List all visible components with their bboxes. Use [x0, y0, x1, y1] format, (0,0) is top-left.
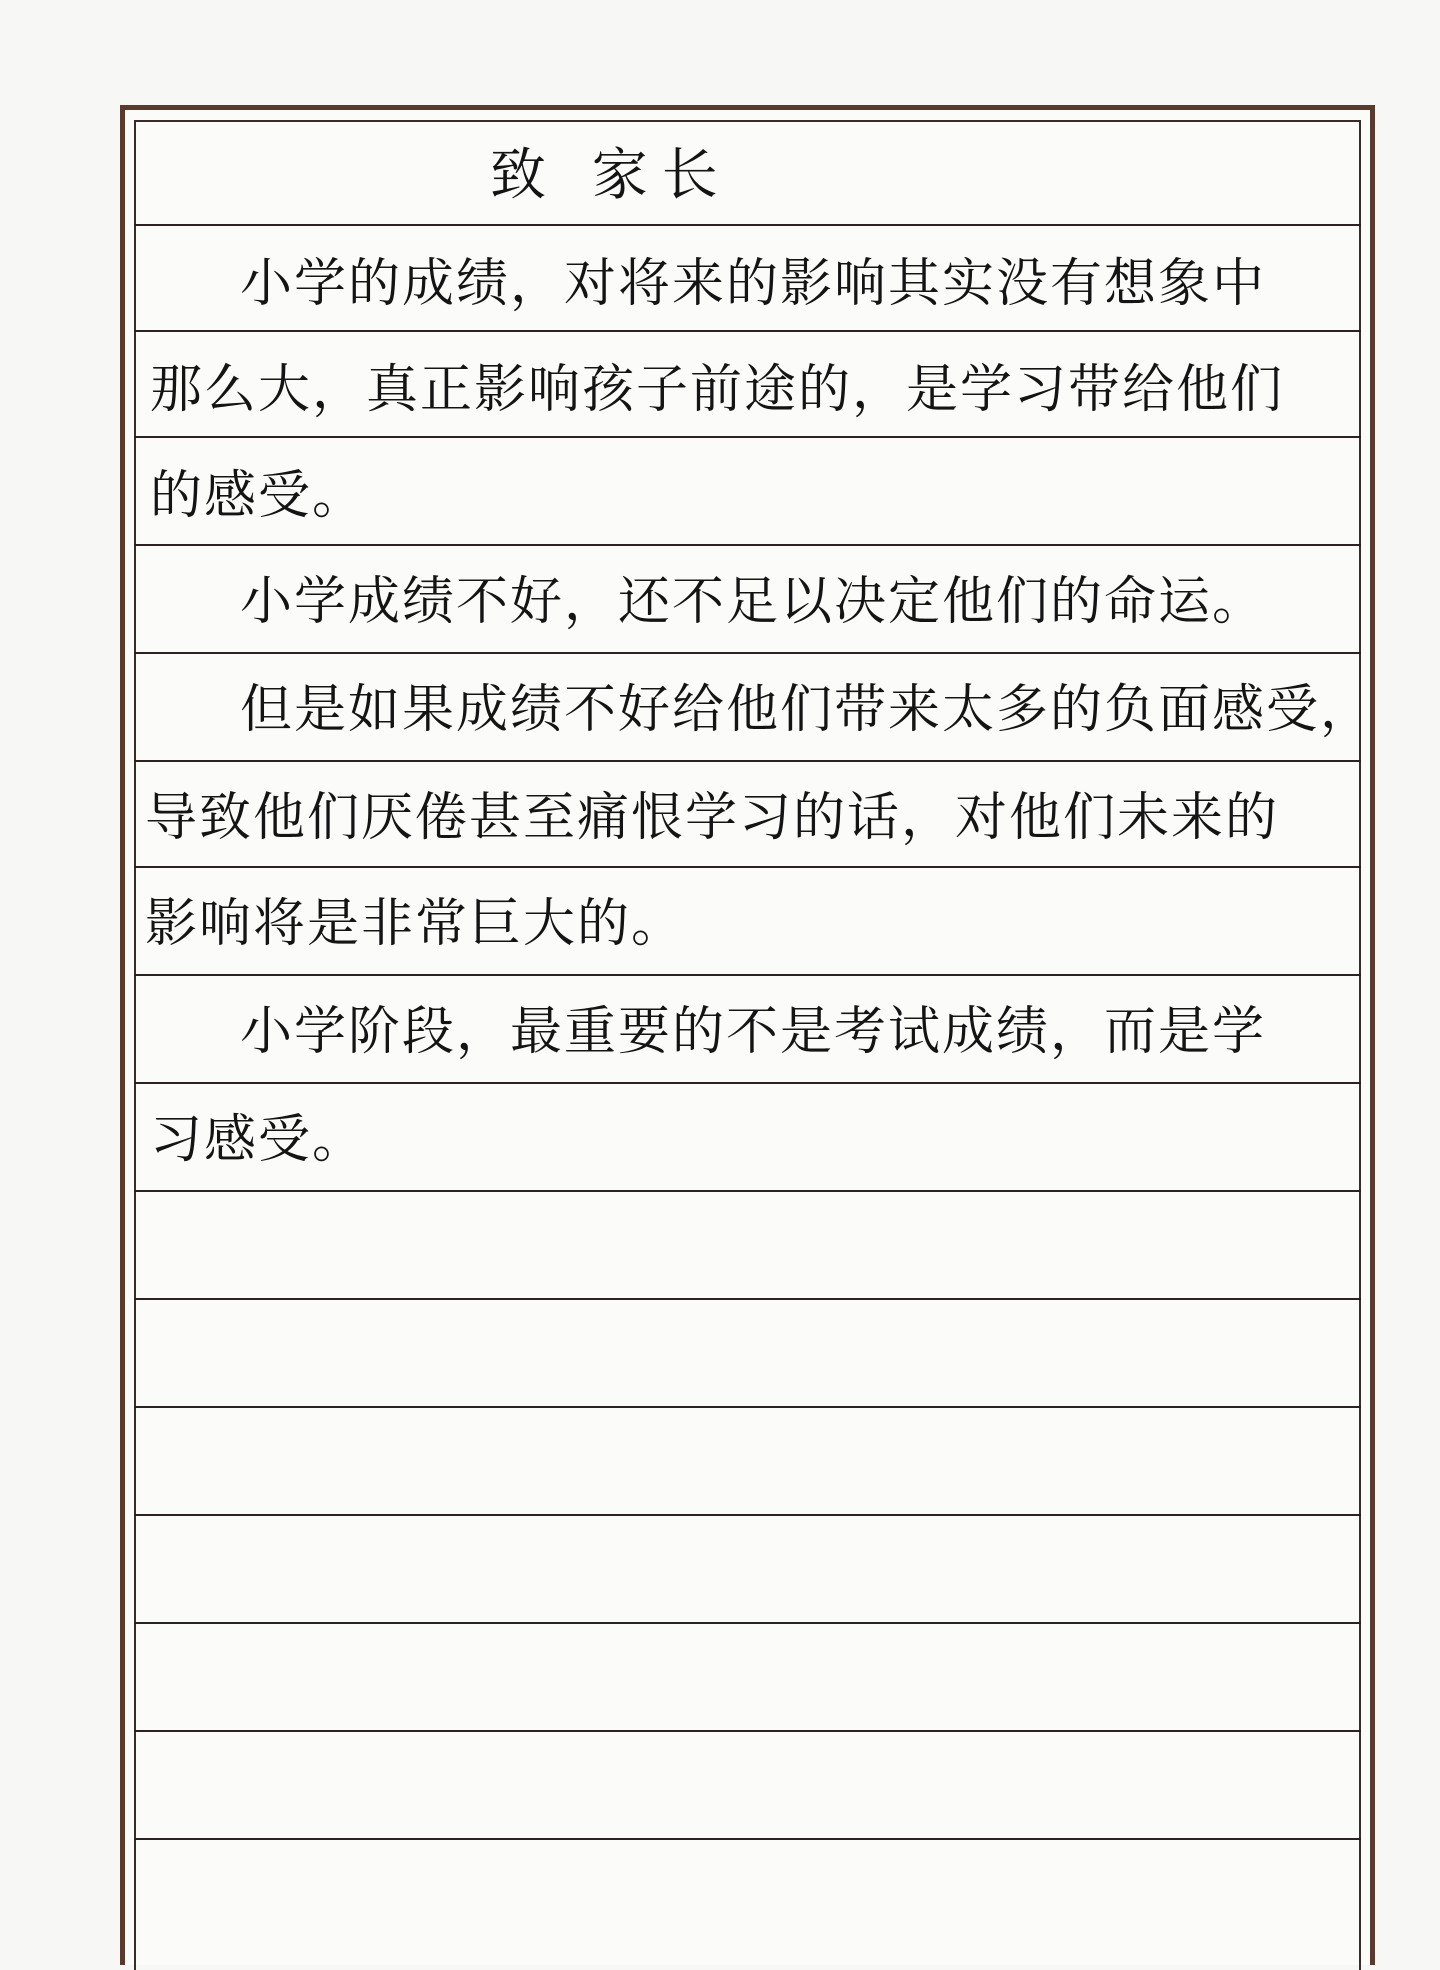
text-line-8: 小学阶段，最重要的不是考试成绩，而是学	[240, 1002, 1267, 1062]
ruled-line	[134, 1838, 1361, 1840]
ruled-line	[134, 1082, 1361, 1084]
ruled-line	[134, 974, 1361, 976]
ruled-line	[134, 1730, 1361, 1732]
ruled-line	[134, 1622, 1361, 1624]
text-line-5: 但是如果成绩不好给他们带来太多的负面感受，	[240, 680, 1375, 740]
text-line-6: 导致他们厌倦甚至痛恨学习的话，对他们未来的	[145, 788, 1280, 848]
ruled-line	[134, 224, 1361, 226]
ruled-line	[134, 652, 1361, 654]
ruled-line	[134, 1514, 1361, 1516]
text-line-1: 小学的成绩，对将来的影响其实没有想象中	[240, 254, 1267, 314]
text-line-7: 影响将是非常巨大的。	[145, 894, 686, 954]
ruled-line	[134, 1298, 1361, 1300]
page-title: 致 家长	[490, 143, 732, 208]
text-line-9: 习感受。	[150, 1110, 367, 1170]
ruled-line	[134, 760, 1361, 762]
text-line-2: 那么大，真正影响孩子前途的，是学习带给他们	[150, 360, 1285, 420]
ruled-line	[134, 1406, 1361, 1408]
text-line-3: 的感受。	[150, 466, 367, 526]
text-line-4: 小学成绩不好，还不足以决定他们的命运。	[240, 572, 1267, 632]
ruled-line	[134, 1190, 1361, 1192]
